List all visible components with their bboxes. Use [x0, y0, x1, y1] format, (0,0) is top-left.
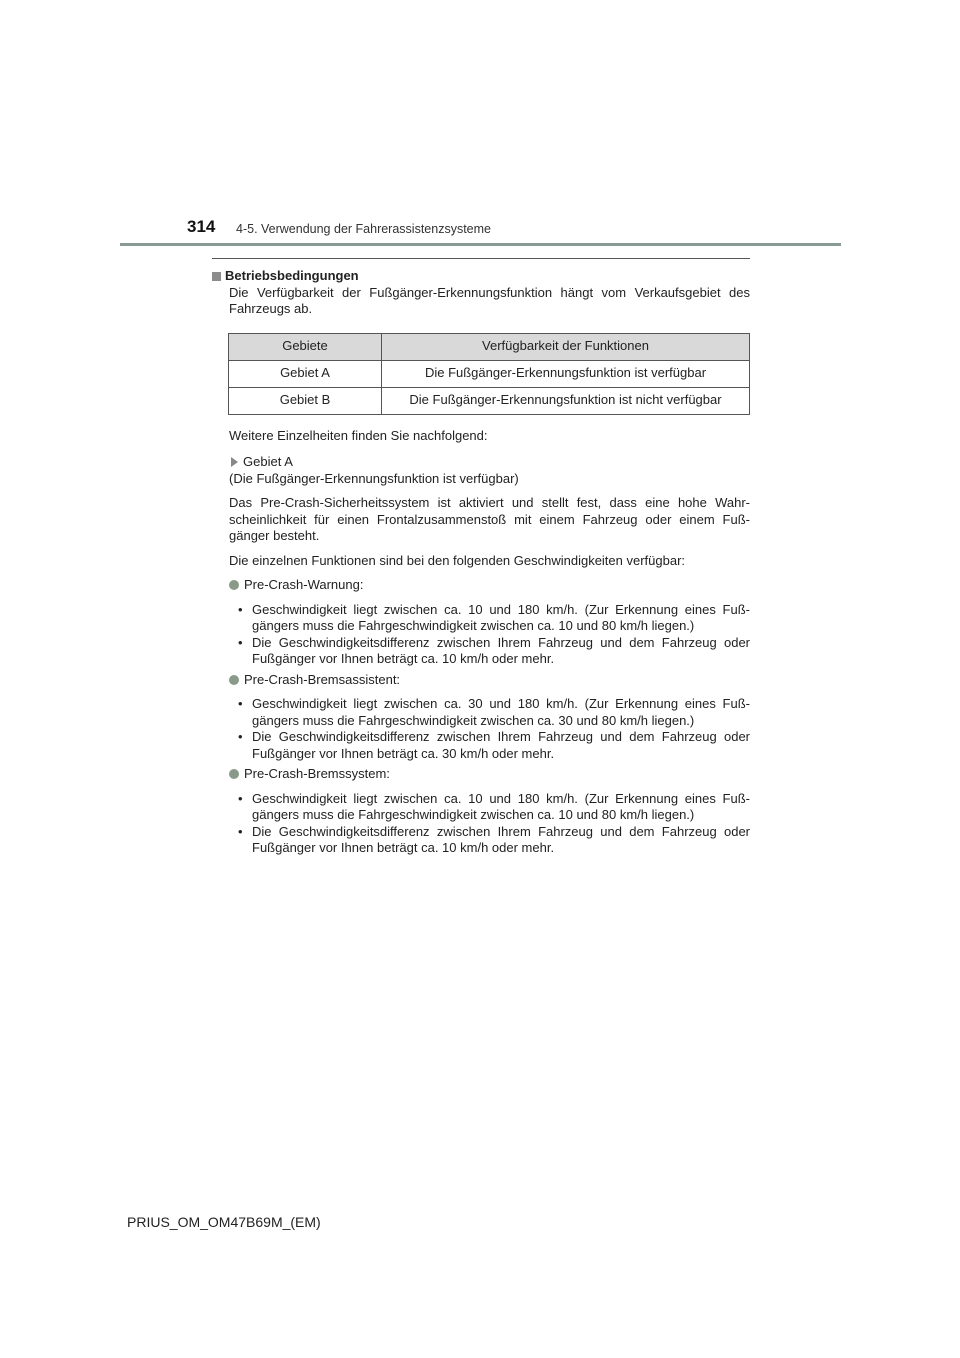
availability-table: [228, 333, 750, 415]
function-group: [212, 766, 750, 783]
section-divider: [212, 258, 750, 259]
table-header-row: [229, 333, 750, 360]
square-bullet-icon: [212, 272, 221, 281]
table-row: [229, 387, 750, 414]
details-paragraph: Das Pre-Crash-Sicherheitssystem ist aktiviert und stellt fest, dass eine hohe Wahr-scheinlichkeit für einen Frontalzusammenstoß mit einem Fahrzeug oder einem Fuß-gänger besteht.: [229, 495, 750, 543]
main-content: [212, 258, 750, 857]
details-paragraph: Die einzelnen Funktionen sind bei den folgenden Geschwindigkeiten verfügbar:: [229, 552, 686, 568]
function-title: Pre-Crash-Bremssystem:: [244, 766, 390, 781]
region-block: [212, 454, 750, 487]
list-item: • Geschwindigkeit liegt zwischen ca. 30 und 180 km/h. (Zur Erkennung eines Fuß-gängers muss die Fahrgeschwindigkeit zwischen ca. 30 und 80 km/h liegen.): [238, 696, 750, 728]
chapter-title: 4-5. Verwendung der Fahrerassistenzsysteme: [236, 222, 491, 236]
list-item: • Die Geschwindigkeitsdifferenz zwischen Ihrem Fahrzeug und dem Fahrzeug oder Fußgänger vor Ihnen beträgt ca. 30 km/h oder mehr.: [238, 729, 750, 761]
details-lead: Weitere Einzelheiten finden Sie nachfolgend:: [229, 427, 488, 443]
page-number: 314: [187, 217, 216, 236]
list-item: • Die Geschwindigkeitsdifferenz zwischen Ihrem Fahrzeug und dem Fahrzeug oder Fußgänger vor Ihnen beträgt ca. 10 km/h oder mehr.: [238, 634, 750, 666]
circle-bullet-icon: [229, 580, 239, 590]
table-cell: Die Fußgänger-Erkennungsfunktion ist verfügbar: [382, 360, 750, 387]
table-header-cell: Verfügbarkeit der Funktionen: [382, 333, 750, 360]
circle-bullet-icon: [229, 769, 239, 779]
list-item: • Geschwindigkeit liegt zwischen ca. 10 und 180 km/h. (Zur Erkennung eines Fuß-gängers muss die Fahrgeschwindigkeit zwischen ca. 10 und 80 km/h liegen.): [238, 790, 750, 822]
function-group: [212, 672, 750, 689]
function-title: Pre-Crash-Warnung:: [244, 577, 364, 592]
section-heading: [212, 268, 750, 285]
region-note: (Die Fußgänger-Erkennungsfunktion ist verfügbar): [229, 470, 519, 486]
list-item: • Geschwindigkeit liegt zwischen ca. 10 und 180 km/h. (Zur Erkennung eines Fuß-gängers muss die Fahrgeschwindigkeit zwischen ca. 10 und 80 km/h liegen.): [238, 601, 750, 633]
list-item: • Die Geschwindigkeitsdifferenz zwischen Ihrem Fahrzeug und dem Fahrzeug oder Fußgänger vor Ihnen beträgt ca. 10 km/h oder mehr.: [238, 823, 750, 855]
function-title: Pre-Crash-Bremsassistent:: [244, 671, 401, 687]
circle-bullet-icon: [229, 675, 239, 685]
document-code: PRIUS_OM_OM47B69M_(EM): [127, 1214, 321, 1230]
header-divider: [120, 243, 841, 246]
region-title: Gebiet A: [243, 454, 293, 469]
triangle-bullet-icon: [231, 457, 238, 467]
section-intro: Die Verfügbarkeit der Fußgänger-Erkennungsfunktion hängt vom Verkaufsgebiet des Fahrzeugs ab.: [229, 284, 750, 316]
page-header: [0, 0, 960, 250]
table-header-cell: Gebiete: [229, 333, 382, 360]
section-title: Betriebsbedingungen: [225, 268, 359, 283]
table-row: [229, 360, 750, 387]
function-group: [212, 577, 750, 594]
table-cell: Gebiet A: [229, 360, 382, 387]
table-cell: Gebiet B: [229, 387, 382, 414]
table-cell: Die Fußgänger-Erkennungsfunktion ist nicht verfügbar: [382, 387, 750, 414]
